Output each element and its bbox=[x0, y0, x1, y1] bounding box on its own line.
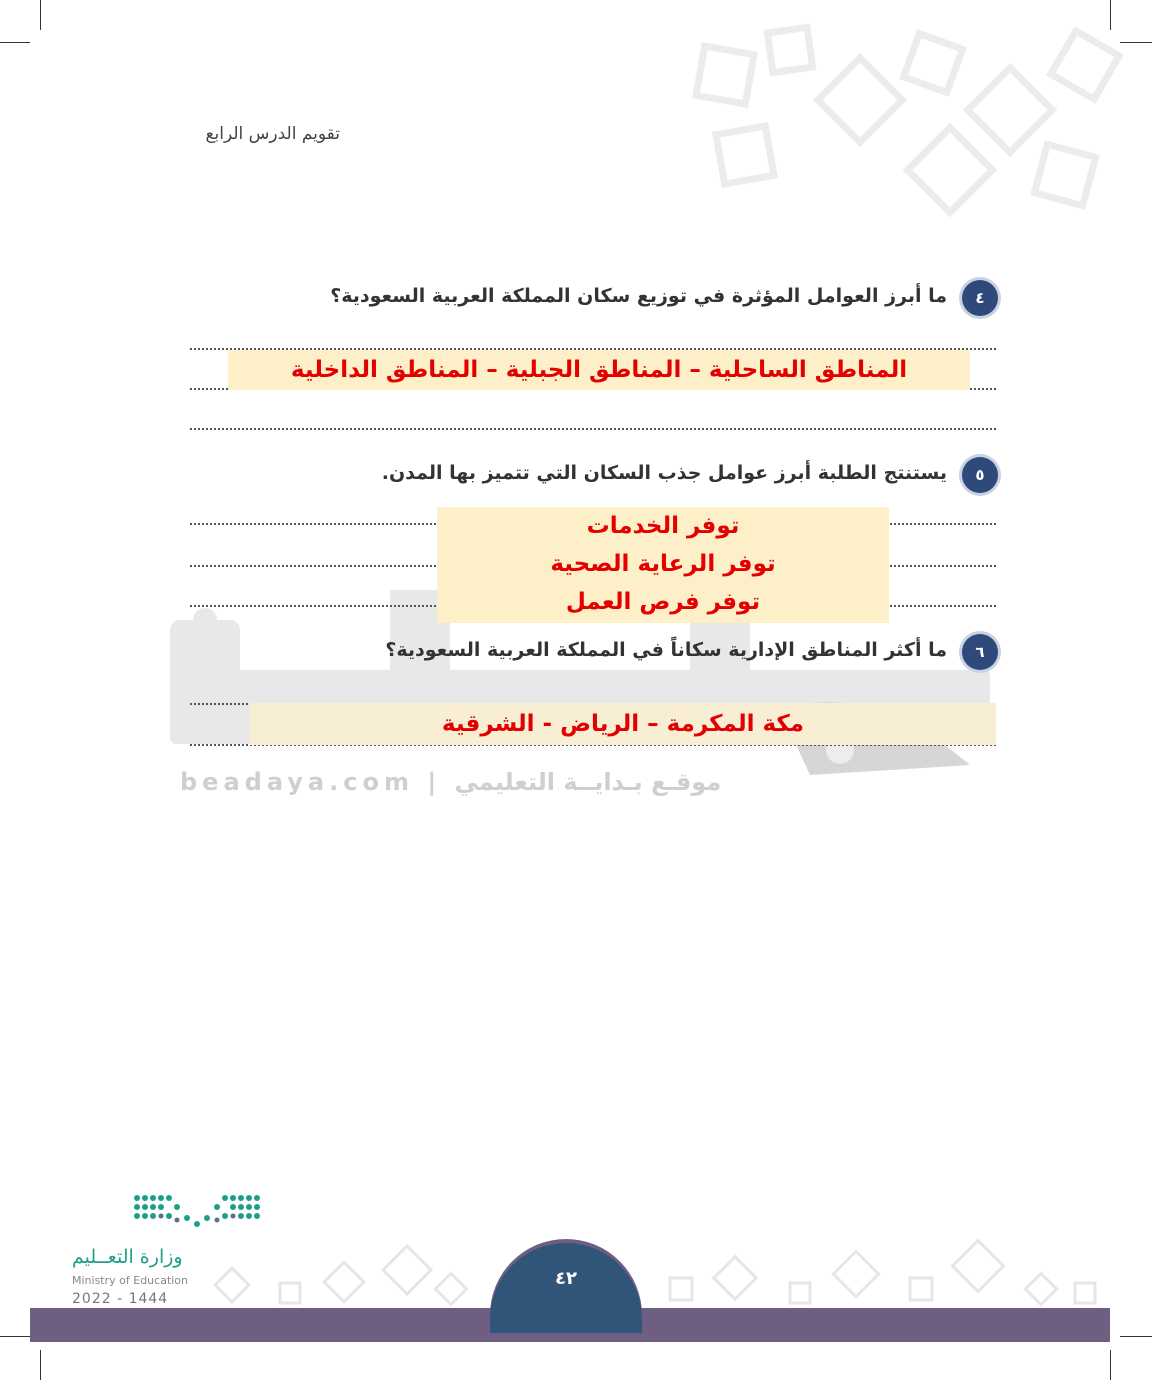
decorative-pattern bbox=[660, 20, 1130, 230]
ministry-name-en: Ministry of Education bbox=[72, 1274, 189, 1287]
crop-mark bbox=[0, 1336, 30, 1337]
watermark-separator: | bbox=[427, 768, 442, 796]
answer-line-text: توفر فرص العمل bbox=[565, 589, 761, 615]
answer-line-text: توفر الخدمات bbox=[586, 513, 740, 539]
watermark-site: beadaya.com bbox=[180, 768, 414, 796]
watermark-text bbox=[180, 768, 740, 796]
ministry-name-ar: وزارة التعــليم bbox=[72, 1246, 183, 1268]
crop-mark bbox=[40, 0, 41, 30]
answer-line bbox=[190, 428, 996, 430]
answer-line-text: توفر الرعاية الصحية bbox=[550, 551, 776, 577]
crop-mark bbox=[1120, 1336, 1152, 1337]
ministry-logo-icon bbox=[132, 1192, 262, 1234]
crop-mark bbox=[1110, 1350, 1111, 1380]
question-number-badge: ٤ bbox=[962, 280, 998, 316]
ministry-year: 2022 - 1444 bbox=[72, 1291, 169, 1307]
answer-box bbox=[437, 507, 889, 623]
question-text: يستنتج الطلبة أبرز عوامل جذب السكان التي تتميز بها المدن. bbox=[381, 462, 947, 484]
crop-mark bbox=[40, 1350, 41, 1380]
answer-box: المناطق الساحلية – المناطق الجبلية – المناطق الداخلية bbox=[228, 350, 970, 390]
crop-mark bbox=[0, 42, 30, 43]
question-text: ما أبرز العوامل المؤثرة في توزيع سكان المملكة العربية السعودية؟ bbox=[330, 285, 947, 307]
question-number-badge: ٦ bbox=[962, 634, 998, 670]
page-title: تقويم الدرس الرابع bbox=[205, 124, 340, 144]
page-number: ٤٢ bbox=[555, 1268, 577, 1289]
answer-box: مكة المكرمة – الرياض - الشرقية bbox=[250, 703, 996, 745]
question-text: ما أكثر المناطق الإدارية سكاناً في المملكة العربية السعودية؟ bbox=[385, 639, 947, 661]
question-number-badge: ٥ bbox=[962, 457, 998, 493]
watermark-name: موقـع بـدايــة التعليمي bbox=[454, 768, 722, 796]
